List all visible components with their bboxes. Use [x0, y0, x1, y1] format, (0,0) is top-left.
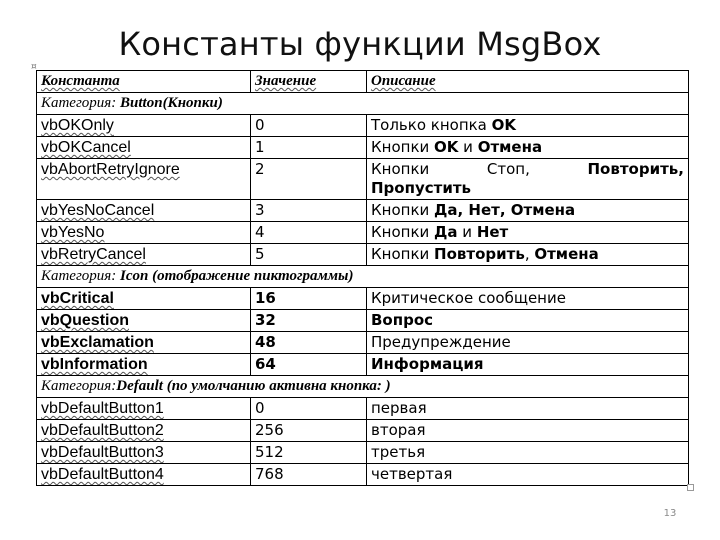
constant-cell: vbQuestion	[37, 310, 251, 332]
constant-cell: vbInformation	[37, 354, 251, 376]
constant-cell: vbOKOnly	[37, 115, 251, 137]
constant-cell: vbRetryCancel	[37, 244, 251, 266]
value-cell: 1	[251, 137, 367, 159]
msgbox-constants-table	[36, 70, 689, 486]
header-constant: Константа	[37, 71, 251, 93]
value-cell: 16	[251, 288, 367, 310]
table-row	[37, 222, 689, 244]
value-cell: 4	[251, 222, 367, 244]
page-number: 13	[663, 508, 677, 519]
table-row	[37, 354, 689, 376]
constant-cell: vbDefaultButton1	[37, 398, 251, 420]
constant-cell: vbExclamation	[37, 332, 251, 354]
anchor-mark: ¤	[31, 62, 37, 72]
value-cell: 768	[251, 464, 367, 486]
category-icon: Категория: Icon (отображение пиктограммы)	[37, 266, 689, 288]
table-row	[37, 137, 689, 159]
category-button: Категория: Button(Кнопки)	[37, 93, 689, 115]
value-cell: 256	[251, 420, 367, 442]
description-cell: Информация	[367, 354, 689, 376]
table-row	[37, 420, 689, 442]
table-row	[37, 310, 689, 332]
description-cell: Кнопки Стоп, Повторить, Пропустить	[367, 159, 689, 200]
table-header-row	[37, 71, 689, 93]
value-cell: 32	[251, 310, 367, 332]
constant-cell: vbDefaultButton2	[37, 420, 251, 442]
category-row-icon	[37, 266, 689, 288]
header-description: Описание	[367, 71, 689, 93]
description-cell: третья	[367, 442, 689, 464]
description-cell: Вопрос	[367, 310, 689, 332]
value-cell: 0	[251, 398, 367, 420]
constant-cell: vbOKCancel	[37, 137, 251, 159]
constant-cell: vbAbortRetryIgnore	[37, 159, 251, 200]
table-row	[37, 244, 689, 266]
header-value: Значение	[251, 71, 367, 93]
description-cell: Предупреждение	[367, 332, 689, 354]
category-row-default	[37, 376, 689, 398]
category-row-button	[37, 93, 689, 115]
constant-cell: vbDefaultButton4	[37, 464, 251, 486]
value-cell: 0	[251, 115, 367, 137]
description-cell: Критическое сообщение	[367, 288, 689, 310]
constant-cell: vbYesNo	[37, 222, 251, 244]
description-cell: вторая	[367, 420, 689, 442]
table-resize-handle	[687, 484, 694, 491]
table-row	[37, 332, 689, 354]
table-row	[37, 442, 689, 464]
table-row	[37, 115, 689, 137]
constant-cell: vbCritical	[37, 288, 251, 310]
description-cell: Кнопки Да и Нет	[367, 222, 689, 244]
description-cell: Кнопки Повторить, Отмена	[367, 244, 689, 266]
table-row	[37, 159, 689, 200]
table-row	[37, 288, 689, 310]
slide-title: Константы функции MsgBox	[118, 25, 602, 63]
value-cell: 512	[251, 442, 367, 464]
description-cell: четвертая	[367, 464, 689, 486]
value-cell: 5	[251, 244, 367, 266]
value-cell: 64	[251, 354, 367, 376]
constant-cell: vbDefaultButton3	[37, 442, 251, 464]
table-row	[37, 464, 689, 486]
value-cell: 48	[251, 332, 367, 354]
description-cell: Кнопки Да, Нет, Отмена	[367, 200, 689, 222]
category-default: Категория:Default (по умолчанию активна кнопка: )	[37, 376, 689, 398]
constant-cell: vbYesNoCancel	[37, 200, 251, 222]
table-row	[37, 200, 689, 222]
description-cell: Только кнопка OK	[367, 115, 689, 137]
table-row	[37, 398, 689, 420]
description-cell: Кнопки OK и Отмена	[367, 137, 689, 159]
description-cell: первая	[367, 398, 689, 420]
value-cell: 2	[251, 159, 367, 200]
value-cell: 3	[251, 200, 367, 222]
